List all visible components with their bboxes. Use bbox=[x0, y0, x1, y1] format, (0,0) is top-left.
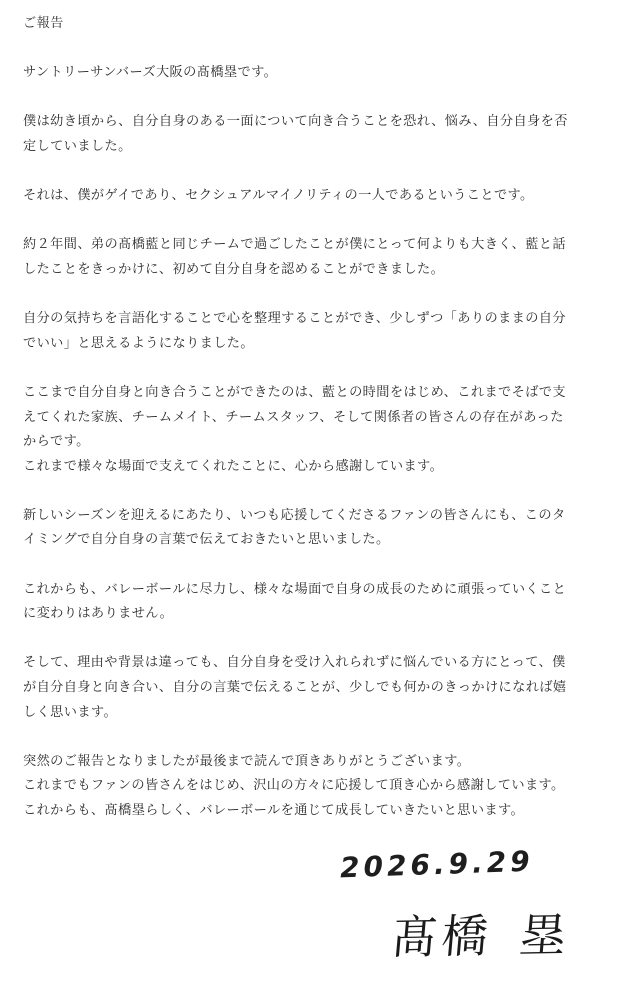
paragraph-line: でいい」と思えるようになりました。 bbox=[23, 335, 254, 351]
signature-family-name: 髙橋 bbox=[389, 908, 495, 965]
handwritten-signature bbox=[389, 898, 573, 967]
paragraph-line: そして、理由や背景は違っても、自分自身を受け入れられずに悩んでいる方にとって、僕 bbox=[23, 655, 566, 671]
paragraph-line: 突然のご報告となりましたが最後まで読んで頂きありがとうございます。 bbox=[23, 753, 471, 769]
handwritten-date: 2026.9.29 bbox=[339, 844, 535, 885]
paragraph-line: 定していました。 bbox=[23, 138, 132, 154]
paragraph-line: それは、僕がゲイであり、セクシュアルマイノリティの一人であるということです。 bbox=[23, 188, 534, 204]
paragraph-line: これまでもファンの皆さんをはじめ、沢山の方々に応援して頂き心から感謝しています。 bbox=[23, 778, 565, 794]
letter-intro: サントリーサンバーズ大阪の髙橋塁です。 bbox=[23, 65, 278, 81]
paragraph-line: イミングで自分自身の言葉で伝えておきたいと思いました。 bbox=[23, 532, 390, 548]
letter-body bbox=[23, 12, 623, 824]
paragraph-line: えてくれた家族、チームメイト、チームスタッフ、そして関係者の皆さんの存在があった bbox=[23, 409, 564, 425]
paragraph-line: これまで様々な場面で支えてくれたことに、心から感謝しています。 bbox=[23, 458, 444, 474]
paragraph-line: からです。 bbox=[23, 434, 90, 450]
paragraph-line: 僕は幼き頃から、自分自身のある一面について向き合うことを恐れ、悩み、自分自身を否 bbox=[23, 114, 568, 130]
paragraph-line: これからも、髙橋塁らしく、バレーボールを通じて成長していきたいと思います。 bbox=[23, 803, 525, 818]
signature-given-name: 塁 bbox=[517, 907, 573, 963]
paragraph-line: 約２年間、弟の髙橋藍と同じチームで過ごしたことが僕にとって何よりも大きく、藍と話 bbox=[23, 237, 566, 253]
paragraph-line: 新しいシーズンを迎えるにあたり、いつも応援してくださるファンの皆さんにも、このタ bbox=[23, 507, 566, 523]
paragraph-line: に変わりはありません。 bbox=[23, 606, 174, 622]
paragraph-line: しく思います。 bbox=[23, 704, 118, 720]
paragraph-line: が自分自身と向き合い、自分の言葉で伝えることが、少しでも何かのきっかけになれば嬉 bbox=[23, 680, 567, 696]
paragraph-line: したことをきっかけに、初めて自分自身を認めることができました。 bbox=[23, 261, 445, 277]
paragraph-line: 自分の気持ちを言語化することで心を整理することができ、少しずつ「ありのままの自分 bbox=[23, 311, 566, 327]
paragraph-line: これからも、バレーボールに尽力し、様々な場面で自身の成長のために頑張っていくこと bbox=[23, 581, 567, 597]
letter-heading: ご報告 bbox=[23, 16, 64, 31]
paragraph-line: ここまで自分自身と向き合うことができたのは、藍との時間をはじめ、これまでそばで支 bbox=[23, 384, 566, 400]
